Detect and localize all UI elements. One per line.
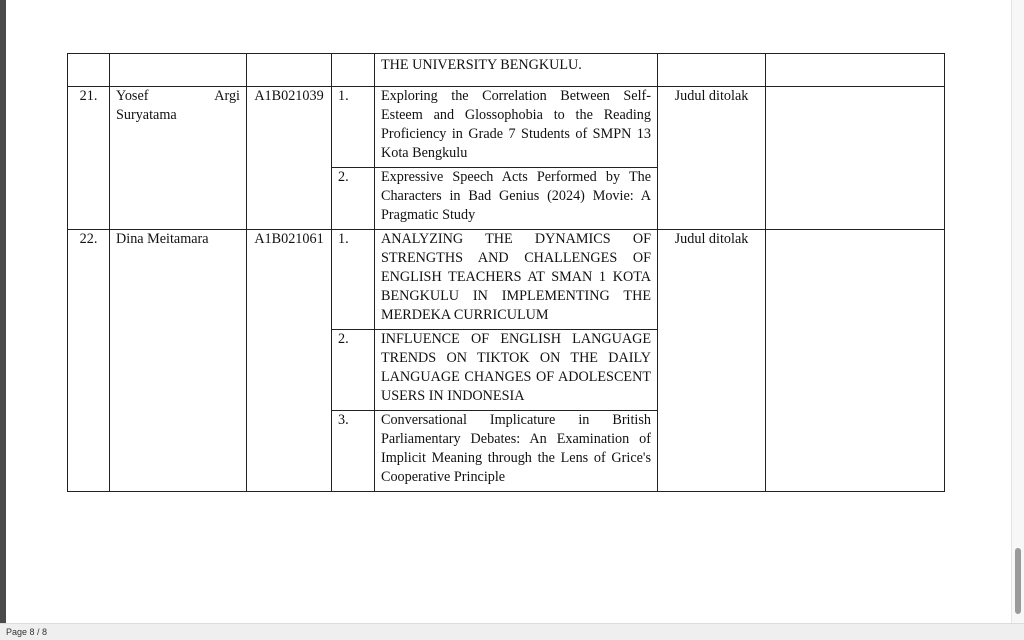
cell-title: ANALYZING THE DYNAMICS OF STRENGTHS AND CHALLENGES OF ENGLISH TEACHERS AT SMAN 1 KOTA BENGKULU IN IMPLEMENTING THE MERDEKA CURRICULUM (375, 230, 658, 330)
cell-title: Expressive Speech Acts Performed by The Characters in Bad Genius (2024) Movie: A Pragmatic Study (375, 168, 658, 230)
cell-status (658, 54, 766, 87)
page-indicator: Page 8 / 8 (6, 627, 48, 637)
scrollbar-thumb[interactable] (1015, 548, 1021, 614)
cell-index: 3. (332, 411, 375, 492)
cell-index: 1. (332, 230, 375, 330)
cell-index: 1. (332, 87, 375, 168)
cell-name: Dina Meitamara (110, 230, 247, 492)
cell-title: Conversational Implicature in British Parliamentary Debates: An Examination of Implicit Meaning through the Lens of Grice's Cooperative Principle (375, 411, 658, 492)
cell-title: Exploring the Correlation Between Self-Esteem and Glossophobia to the Reading Proficiency in Grade 7 Students of SMPN 13 Kota Bengkulu (375, 87, 658, 168)
thesis-title-table (67, 53, 945, 492)
table-row-continued (68, 54, 945, 87)
status-bar (0, 623, 1024, 640)
vertical-scrollbar[interactable] (1011, 0, 1024, 624)
cell-notes (766, 230, 945, 492)
cell-no (68, 54, 110, 87)
student-name-first: Yosef (116, 88, 149, 104)
cell-nim: A1B021039 (247, 87, 332, 230)
cell-status: Judul ditolak (658, 230, 766, 492)
cell-index: 2. (332, 168, 375, 230)
cell-name (110, 54, 247, 87)
cell-title: THE UNIVERSITY BENGKULU. (375, 54, 658, 87)
cell-nim (247, 54, 332, 87)
cell-name (110, 87, 247, 230)
cell-notes (766, 54, 945, 87)
student-name-middle: Argi (214, 88, 240, 104)
cell-index: 2. (332, 330, 375, 411)
cell-nim: A1B021061 (247, 230, 332, 492)
student-name-last: Suryatama (116, 107, 177, 123)
cell-no: 21. (68, 87, 110, 230)
table-row (68, 230, 945, 330)
cell-index (332, 54, 375, 87)
cell-title: INFLUENCE OF ENGLISH LANGUAGE TRENDS ON TIKTOK ON THE DAILY LANGUAGE CHANGES OF ADOLESCENT USERS IN INDONESIA (375, 330, 658, 411)
cell-status: Judul ditolak (658, 87, 766, 230)
cell-no: 22. (68, 230, 110, 492)
table-row (68, 87, 945, 168)
cell-notes (766, 87, 945, 230)
